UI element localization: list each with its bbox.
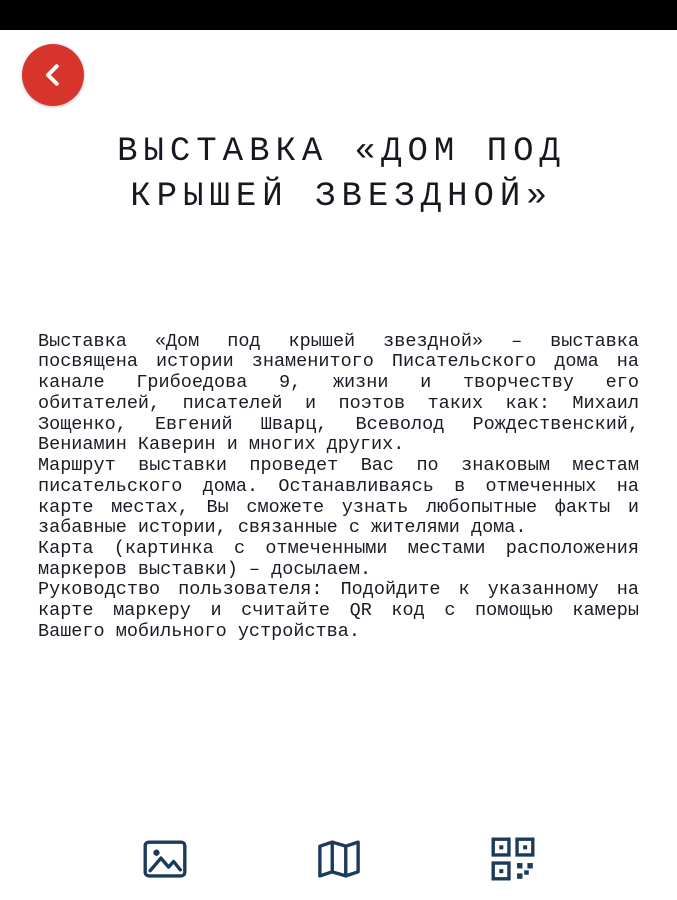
page-title-line-2: КРЫШЕЙ ЗВЕЗДНОЙ»: [130, 177, 553, 216]
qr-code-icon: [486, 832, 540, 886]
map-icon: [312, 832, 366, 886]
status-bar: [0, 0, 677, 30]
page-title: [0, 130, 677, 220]
bottom-toolbar: [0, 832, 677, 886]
page-title-line-1: ВЫСТАВКА «ДОМ ПОД: [117, 133, 566, 171]
back-button[interactable]: [22, 44, 84, 106]
description-paragraph-3: Карта (картинка с отмеченными местами расположения маркеров выставки) – досылаем.: [38, 537, 639, 580]
description-paragraph-2: Маршрут выставки проведет Вас по знаковым местам писательского дома. Останавливаясь в отмеченных на карте местах, Вы сможете узнать любопытные факты и забавные истории, связанные с жителями дома.: [38, 455, 639, 539]
gallery-icon: [138, 832, 192, 886]
chevron-left-icon: [38, 60, 68, 90]
qr-button[interactable]: [486, 832, 540, 886]
description-paragraph-4: Руководство пользователя: Подойдите к указанному на карте маркеру и считайте QR код с помощью камеры Вашего мобильного устройства.: [38, 579, 639, 642]
map-button[interactable]: [312, 832, 366, 886]
gallery-button[interactable]: [138, 832, 192, 886]
description-paragraph-1: Выставка «Дом под крышей звездной» – выставка посвящена истории знаменитого Писательского дома на канале Грибоедова 9, жизни и творчеству его обитателей, писателей и поэтов таких как: Михаил Зощенко, Евгений Шварц, Всеволод Рождественский, Вениамин Каверин и многих других.: [38, 330, 639, 456]
description-text: [0, 332, 677, 643]
